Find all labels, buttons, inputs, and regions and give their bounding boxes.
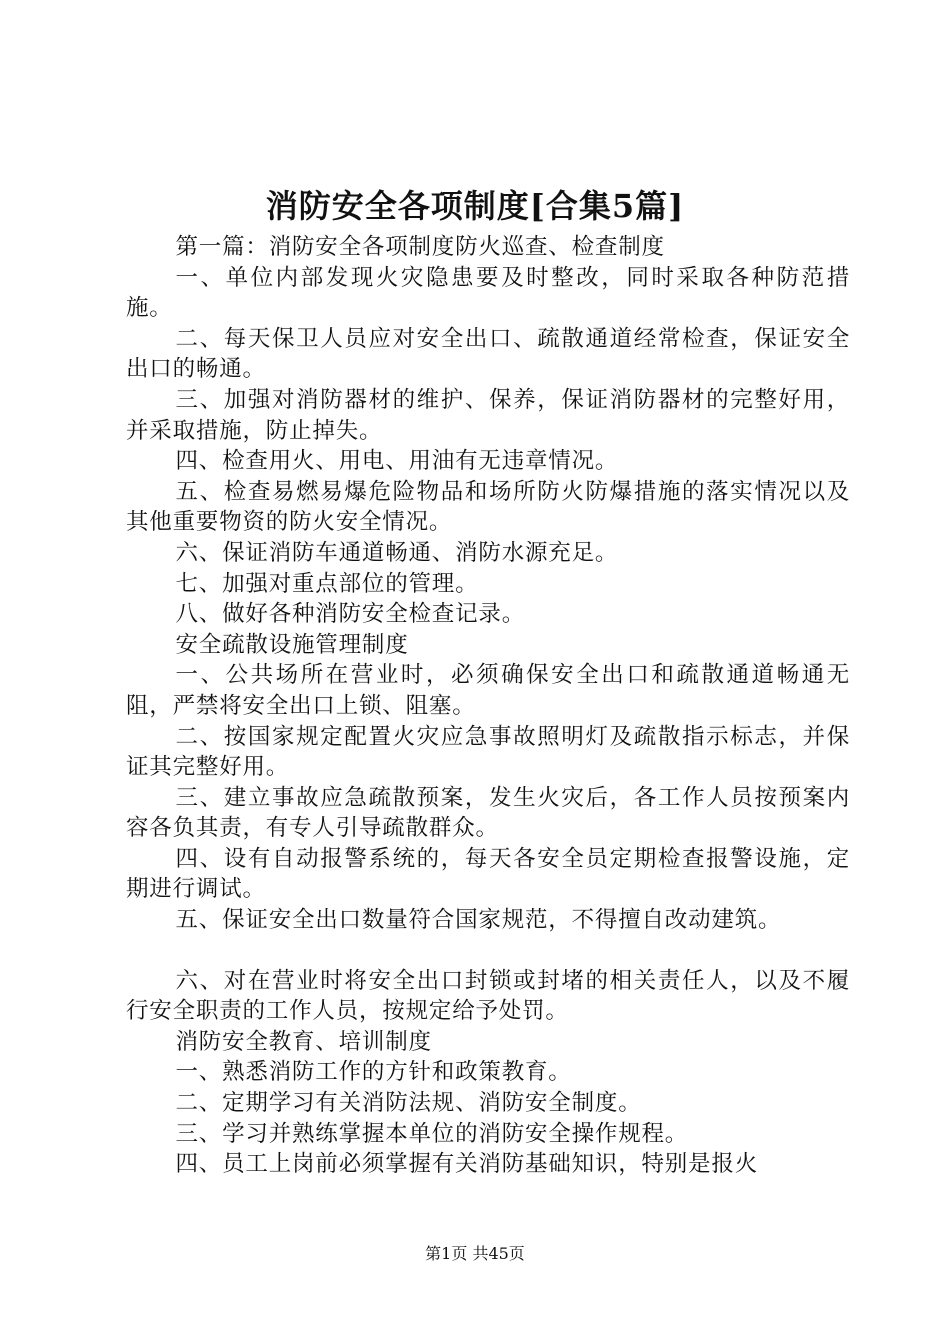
paragraph: 一、单位内部发现火灾隐患要及时整改，同时采取各种防范措施。 [126, 264, 850, 322]
paragraph: 二、定期学习有关消防法规、消防安全制度。 [175, 1090, 642, 1117]
paragraph: 一、公共场所在营业时，必须确保安全出口和疏散通道畅通无阻，严禁将安全出口上锁、阻塞。 [126, 662, 850, 719]
page-number-footer: 第1页 共45页 [425, 1244, 525, 1263]
paragraph: 四、员工上岗前必须掌握有关消防基础知识，特别是报火 [175, 1151, 759, 1178]
paragraph: 三、学习并熟练掌握本单位的消防安全操作规程。 [175, 1120, 689, 1147]
paragraph: 八、做好各种消防安全检查记录。 [175, 601, 526, 628]
section-heading: 消防安全教育、培训制度 [175, 1028, 432, 1055]
document-body [126, 232, 850, 1180]
paragraph: 二、按国家规定配置火灾应急事故照明灯及疏散指示标志，并保证其完整好用。 [126, 723, 850, 781]
paragraph: 五、检查易燃易爆危险物品和场所防火防爆措施的落实情况以及其他重要物资的防火安全情况。 [126, 478, 850, 536]
section-heading: 安全疏散设施管理制度 [175, 631, 409, 658]
paragraph: 六、对在营业时将安全出口封锁或封堵的相关责任人，以及不履行安全职责的工作人员，按规定给予处罚。 [126, 967, 850, 1025]
paragraph: 一、熟悉消防工作的方针和政策教育。 [175, 1059, 572, 1086]
paragraph: 三、建立事故应急疏散预案，发生火灾后，各工作人员按预案内容各负其责，有专人引导疏散群众。 [126, 784, 850, 842]
paragraph: 第一篇：消防安全各项制度防火巡查、检查制度 [175, 234, 665, 260]
paragraph: 五、保证安全出口数量符合国家规范，不得擅自改动建筑。 [175, 907, 782, 934]
paragraph: 三、加强对消防器材的维护、保养，保证消防器材的完整好用，并采取措施，防止掉失。 [126, 386, 850, 444]
paragraph: 七、加强对重点部位的管理。 [175, 570, 479, 597]
paragraph: 四、设有自动报警系统的，每天各安全员定期检查报警设施，定期进行调试。 [126, 845, 850, 903]
paragraph: 四、检查用火、用电、用油有无违章情况。 [175, 448, 619, 475]
paragraph: 二、每天保卫人员应对安全出口、疏散通道经常检查，保证安全出口的畅通。 [126, 325, 850, 383]
document-title: 消防安全各项制度[合集5篇] [265, 187, 685, 225]
paragraph: 六、保证消防车通道畅通、消防水源充足。 [175, 539, 619, 566]
